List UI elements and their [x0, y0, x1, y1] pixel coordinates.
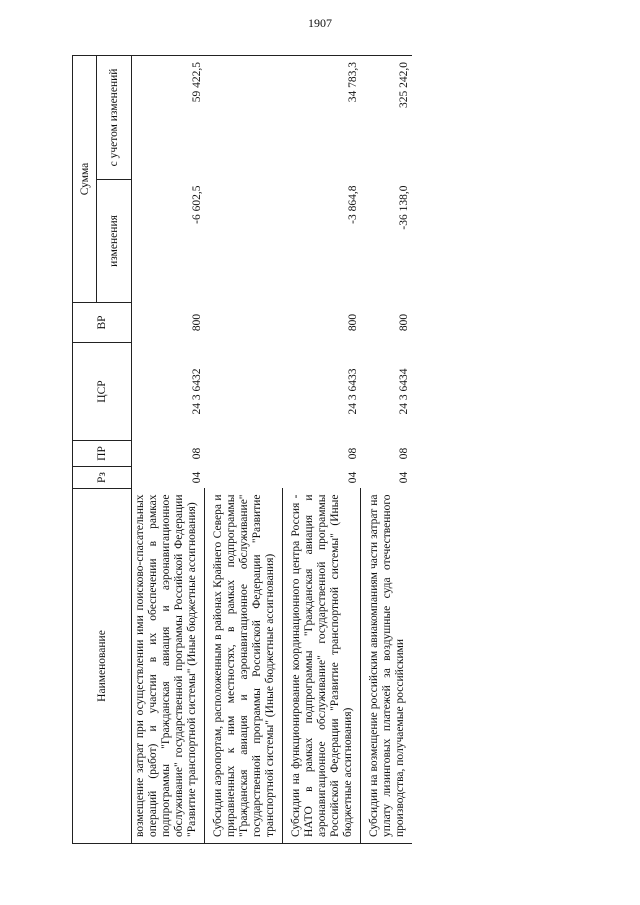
row-change	[205, 180, 283, 303]
page-number: 1907	[308, 16, 332, 30]
budget-table-rotated	[72, 56, 624, 844]
row-total: 59 422,5	[132, 55, 205, 179]
row-name: Субсидии на возмещение российским авиакомпаниям части затрат на уплату лизинговых платежей за воздушные суда отечественного производства, получаемые российскими	[361, 489, 413, 844]
header-name: Наименование	[73, 489, 132, 844]
row-rz: 04	[346, 471, 359, 484]
table-row	[132, 55, 205, 843]
row-rz	[205, 467, 283, 489]
header-vr: ВР	[73, 303, 132, 343]
row-total: 325 242,0	[361, 55, 413, 179]
row-csr	[205, 343, 283, 441]
row-pr: 08	[398, 447, 410, 460]
row-change: -3 864,8	[346, 185, 359, 224]
row-csr: 24 3 6434	[398, 368, 410, 415]
row-pr: 08	[190, 447, 203, 460]
header-pr: ПР	[73, 441, 132, 467]
table-row	[361, 55, 413, 843]
header-rz: Рз	[73, 467, 132, 489]
table-row	[205, 55, 283, 843]
row-rz: 04	[190, 471, 203, 484]
row-vr: 800	[346, 313, 359, 332]
row-total: 34 783,3	[283, 55, 361, 179]
row-name: Субсидии на функционирование координационного центра Россия - НАТО в рамках подпрограммы "Гражданская авиация и аэронавигационное обслуживание" государственной программы Российской Федерации "Развитие транспортной системы" (Иные бюджетные ассигнования)	[283, 489, 361, 844]
row-rz: 04	[398, 471, 410, 484]
header-sum: Сумма	[73, 55, 97, 302]
row-change: -36 138,0	[398, 185, 410, 230]
row-pr: 08	[346, 447, 359, 460]
row-vr: 800	[190, 313, 203, 332]
row-name: Субсидии аэропортам, расположенным в районах Крайнего Севера и приравненных к ним местностях, в рамках подпрограммы "Гражданская авиация и аэронавигационное обслуживание" государственной программы Российской Федерации "Развитие транспортной системы" (Иные бюджетные ассигнования)	[205, 489, 283, 844]
row-csr: 24 3 6433	[346, 368, 359, 415]
row-change: -6 602,5	[190, 185, 203, 224]
header-change: изменения	[97, 180, 132, 303]
table-row	[283, 55, 361, 843]
row-csr: 24 3 6432	[190, 368, 203, 415]
row-total	[205, 55, 283, 179]
header-with-changes: с учетом изменений	[97, 55, 132, 179]
row-vr	[205, 303, 283, 343]
budget-table	[72, 55, 412, 844]
row-name: возмещение затрат при осуществлении ими поисково-спасательных операций (работ) и участии в их обеспечении в рамках подпрограммы "Гражданская авиация и аэронавигационное обслуживание" государственной программы Российской Федерации "Развитие транспортной системы" (Иные бюджетные ассигнования)	[132, 489, 205, 844]
row-vr: 800	[398, 313, 410, 332]
header-csr: ЦСР	[73, 343, 132, 441]
row-pr	[205, 441, 283, 467]
